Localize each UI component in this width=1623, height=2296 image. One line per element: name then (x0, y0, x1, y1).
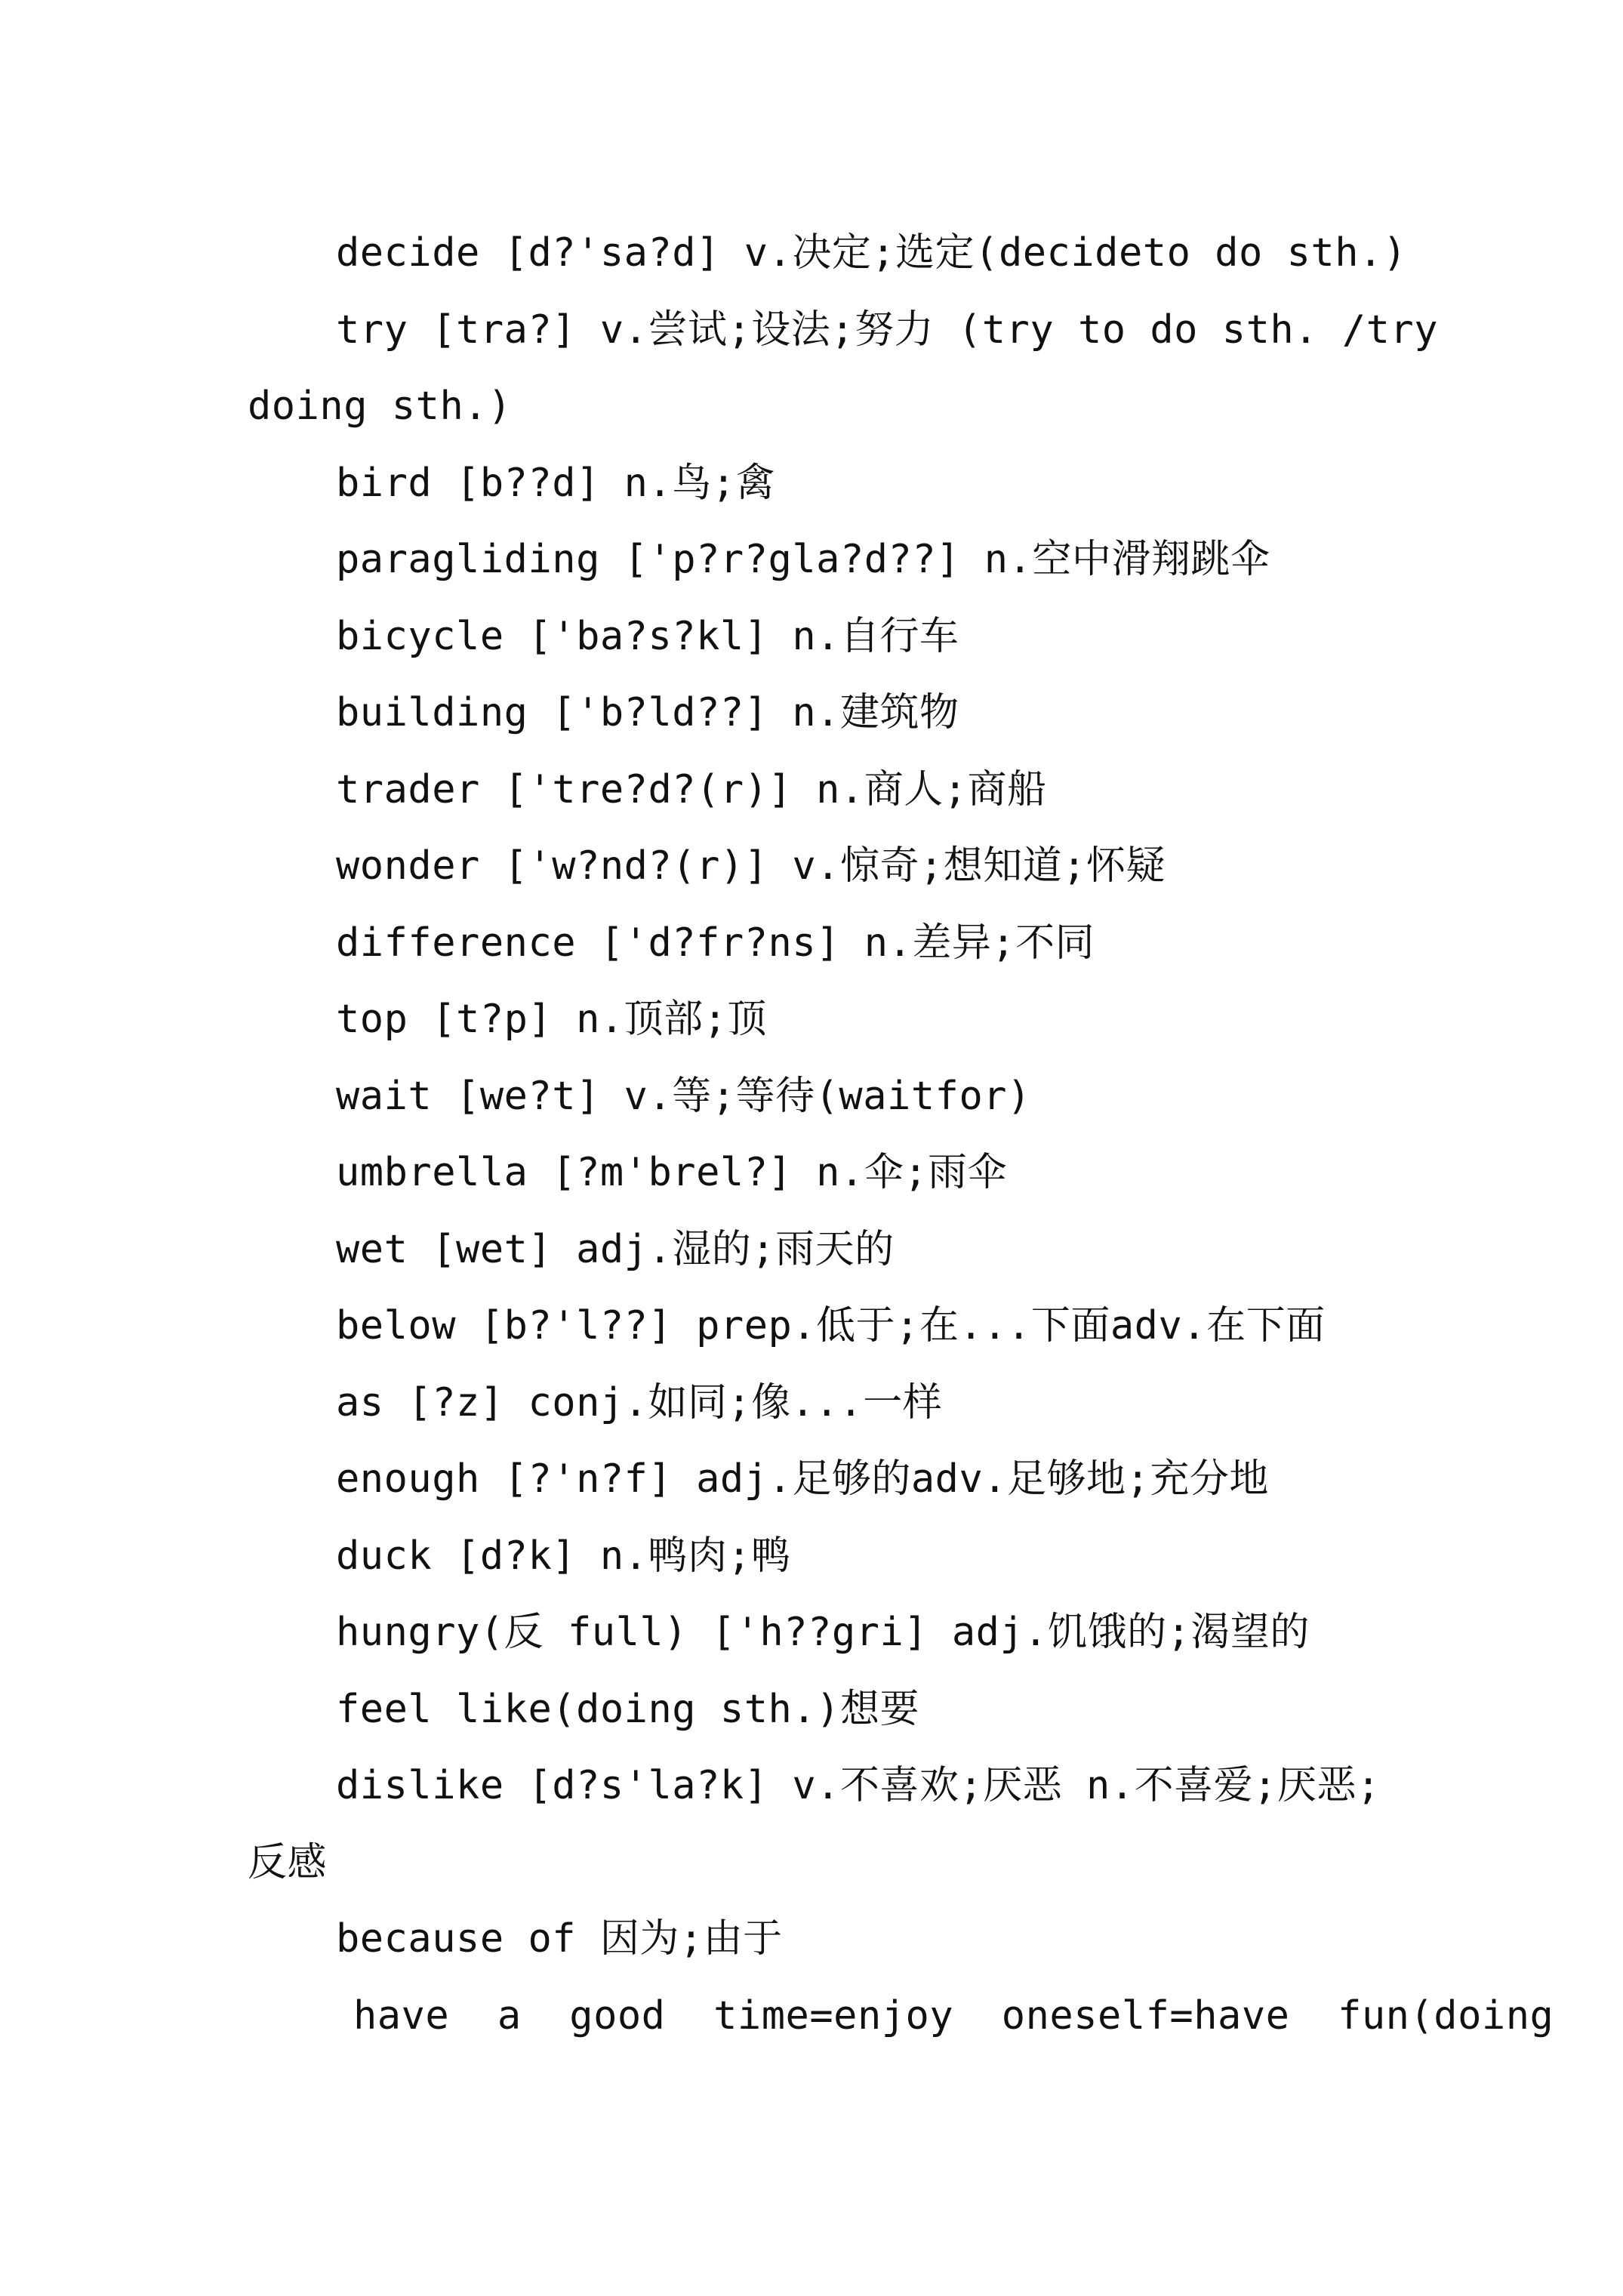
vocab-line-continuation: 反感 (248, 1839, 328, 1885)
vocabulary-list (248, 215, 1554, 2054)
vocab-line: try [tra?] v.尝试;设法;努力 (try to do sth. /try (336, 307, 1439, 353)
vocab-line: top [t?p] n.顶部;顶 (336, 997, 767, 1042)
vocab-line: trader ['tre?d?(r)] n.商人;商船 (336, 766, 1047, 812)
vocab-line: umbrella [?m'brel?] n.伞;雨伞 (336, 1150, 1008, 1195)
vocab-line: decide [d?'sa?d] v.决定;选定(decideto do sth.) (336, 230, 1407, 276)
vocab-line: duck [d?k] n.鸭肉;鸭 (336, 1533, 791, 1579)
vocab-line: wonder ['w?nd?(r)] v.惊奇;想知道;怀疑 (336, 843, 1166, 889)
vocab-line: enough [?'n?f] adj.足够的adv.足够地;充分地 (336, 1456, 1269, 1502)
vocab-line: wet [wet] adj.湿的;雨天的 (336, 1226, 895, 1272)
vocab-line: feel like(doing sth.)想要 (336, 1686, 919, 1732)
vocab-line: difference ['d?fr?ns] n.差异;不同 (336, 920, 1095, 966)
vocab-line: have a good time=enjoy oneself=have fun(doing (353, 1992, 1554, 2039)
vocab-line: as [?z] conj.如同;像...一样 (336, 1379, 943, 1425)
vocab-line: paragliding ['p?r?gla?d??] n.空中滑翔跳伞 (336, 537, 1270, 582)
vocab-line: bird [b??d] n.鸟;禽 (336, 460, 776, 506)
vocab-line: bicycle ['ba?s?kl] n.自行车 (336, 613, 959, 659)
vocab-line-continuation: doing sth.) (248, 384, 512, 429)
vocab-line: building ['b?ld??] n.建筑物 (336, 690, 959, 735)
vocab-line: dislike [d?s'la?k] v.不喜欢;厌恶 n.不喜爱;厌恶; (336, 1763, 1381, 1808)
vocab-line: because of 因为;由于 (336, 1916, 783, 1962)
vocab-line: hungry(反 full) ['h??gri] adj.饥饿的;渴望的 (336, 1610, 1310, 1655)
vocab-line: wait [we?t] v.等;等待(waitfor) (336, 1073, 1031, 1119)
vocab-line: below [b?'l??] prep.低于;在...下面adv.在下面 (336, 1303, 1326, 1348)
